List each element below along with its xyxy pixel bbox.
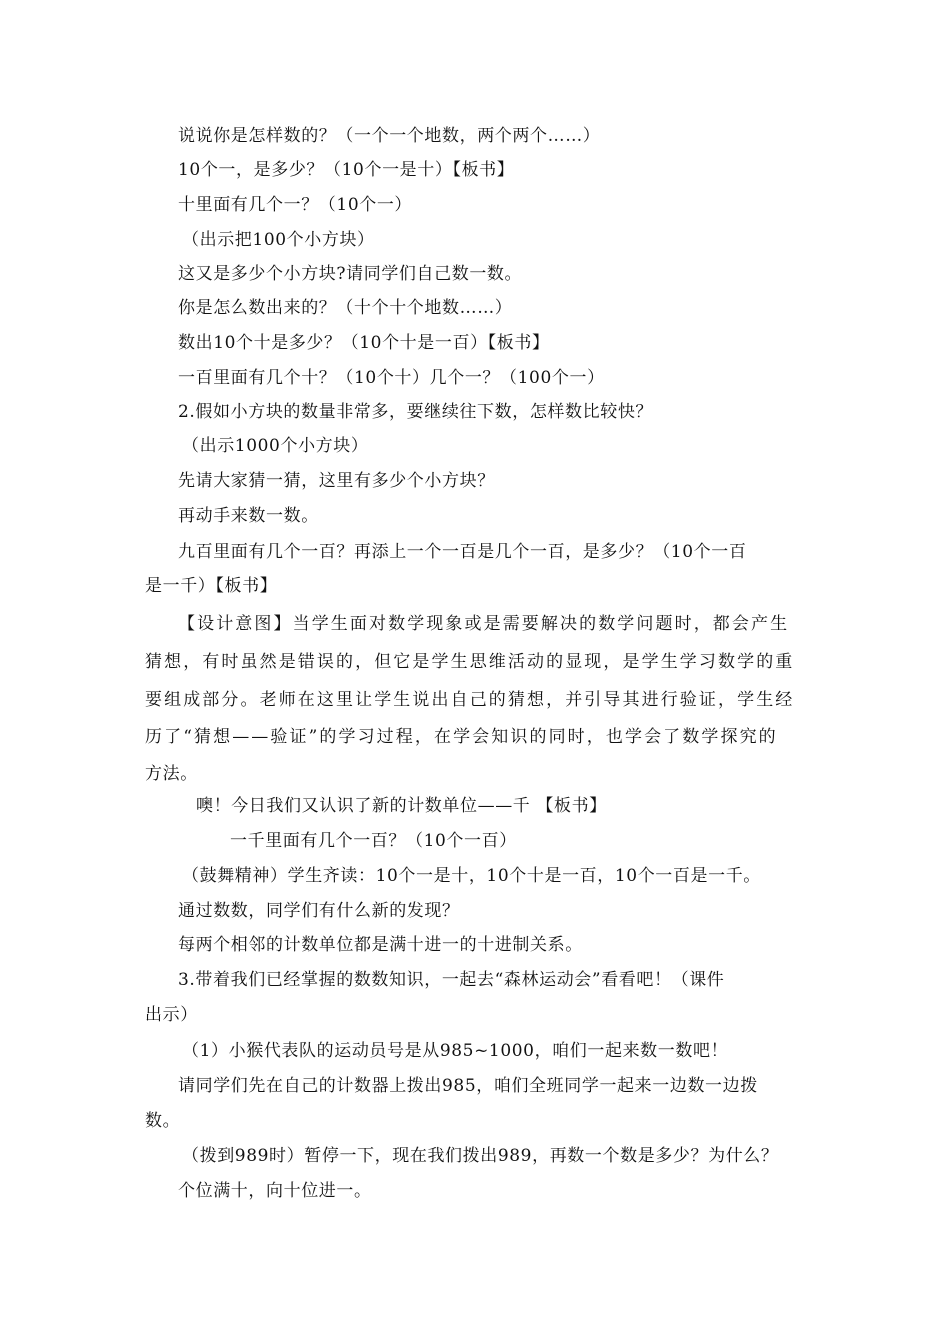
text-line: 一百里面有几个十？（10个十）几个一？（100个一） — [178, 368, 605, 388]
text-line: 是一千）【板书】 — [145, 576, 278, 596]
text-line: （鼓舞精神）学生齐读：10个一是十，10个十是一百，10个一百是一千。 — [182, 866, 761, 886]
text-line: 每两个相邻的计数单位都是满十进一的十进制关系。 — [178, 935, 583, 955]
text-line: 出示） — [145, 1005, 198, 1025]
text-line: 噢！今日我们又认识了新的计数单位——千 【板书】 — [196, 796, 607, 816]
text-line: 十里面有几个一？（10个一） — [178, 195, 413, 215]
text-line: （出示把100个小方块） — [182, 230, 375, 250]
text-line: 历了“猜想——验证”的学习过程，在学会知识的同时，也学会了数学探究的 — [145, 727, 778, 747]
text-line: （拨到989时）暂停一下，现在我们拨出989，再数一个数是多少？为什么？ — [182, 1146, 779, 1166]
text-line: 通过数数，同学们有什么新的发现？ — [178, 901, 460, 921]
text-line: 九百里面有几个一百？再添上一个一百是几个一百，是多少？（10个一百 — [178, 542, 747, 562]
text-line: 这又是多少个小方块?请同学们自己数一数。 — [178, 264, 523, 284]
text-line: 数出10个十是多少？（10个十是一百）【板书】 — [178, 333, 550, 353]
text-line: 说说你是怎样数的？（一个一个地数，两个两个……） — [178, 126, 601, 146]
text-line: 先请大家猜一猜，这里有多少个小方块？ — [178, 471, 495, 491]
text-line: 数。 — [145, 1111, 181, 1131]
text-line: 3.带着我们已经掌握的数数知识，一起去“森林运动会”看看吧！（课件 — [178, 970, 725, 990]
text-line: 请同学们先在自己的计数器上拨出985，咱们全班同学一起来一边数一边拨 — [178, 1076, 758, 1096]
text-line: 一千里面有几个一百？（10个一百） — [230, 831, 517, 851]
text-line: 10个一，是多少？（10个一是十）【板书】 — [178, 160, 515, 180]
text-line: 再动手来数一数。 — [178, 506, 319, 526]
text-line: 个位满十，向十位进一。 — [178, 1181, 372, 1201]
text-line: （出示1000个小方块） — [182, 436, 369, 456]
text-line: 你是怎么数出来的？（十个十个地数……） — [178, 298, 513, 318]
text-line: 方法。 — [145, 764, 198, 784]
text-line: 【设计意图】当学生面对数学现象或是需要解决的数学问题时，都会产生 — [178, 614, 790, 634]
text-line: 猜想，有时虽然是错误的，但它是学生思维活动的显现，是学生学习数学的重 — [145, 652, 795, 672]
text-line: 2.假如小方块的数量非常多，要继续往下数，怎样数比较快？ — [178, 402, 654, 422]
text-line: 要组成部分。老师在这里让学生说出自己的猜想，并引导其进行验证，学生经 — [145, 690, 795, 710]
text-line: （1）小猴代表队的运动员号是从985~1000，咱们一起来数一数吧！ — [182, 1041, 729, 1061]
